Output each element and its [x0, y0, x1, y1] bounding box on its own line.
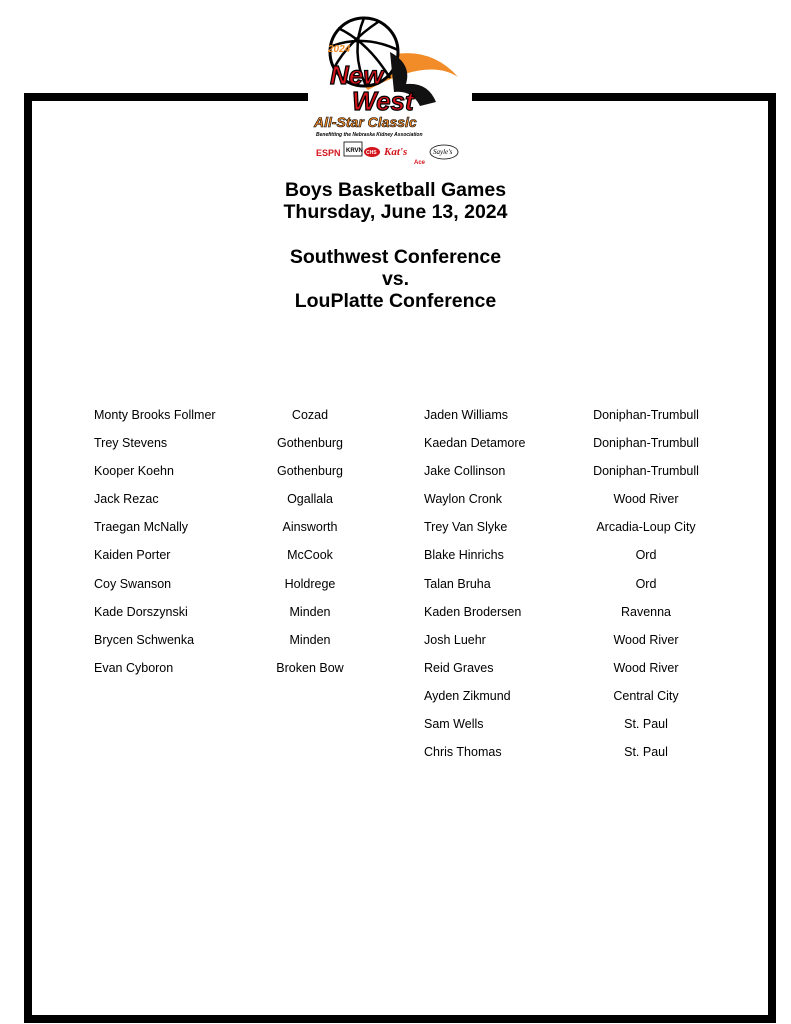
player-name: Coy Swanson	[94, 576, 172, 591]
player-row	[424, 401, 708, 429]
player-name: Kooper Koehn	[94, 464, 174, 479]
player-row	[424, 570, 708, 598]
player-school: Ord	[635, 576, 657, 591]
player-name: Kaiden Porter	[94, 548, 171, 563]
player-school: Ainsworth	[282, 520, 338, 535]
player-school: Minden	[289, 604, 331, 619]
player-name: Talan Bruha	[424, 576, 491, 591]
player-school: St. Paul	[624, 745, 668, 760]
player-name: Jake Collinson	[424, 464, 506, 479]
player-name: Trey Van Slyke	[424, 520, 508, 535]
player-row	[94, 513, 350, 541]
svg-text:All-Star Classic: All-Star Classic	[314, 114, 417, 130]
player-row	[94, 429, 350, 457]
player-row	[424, 513, 708, 541]
versus-label: vs.	[381, 268, 410, 290]
player-row	[424, 457, 708, 485]
player-row	[424, 654, 708, 682]
player-name: Brycen Schwenka	[94, 632, 195, 647]
player-name: Monty Brooks Follmer	[94, 408, 216, 422]
player-row	[94, 598, 350, 626]
player-row	[424, 429, 708, 457]
svg-text:Kat's: Kat's	[384, 146, 408, 158]
player-school: Ogallala	[287, 492, 333, 507]
player-school: Wood River	[613, 660, 679, 675]
player-school: Gothenburg	[276, 436, 344, 451]
player-school: Doniphan-Trumbull	[593, 408, 699, 422]
player-row	[94, 401, 350, 429]
svg-text:Sayle's: Sayle's	[433, 148, 453, 156]
player-name: Traegan McNally	[94, 520, 189, 535]
player-school: Wood River	[613, 492, 679, 507]
player-school: Cozad	[291, 408, 329, 422]
svg-text:ESPN: ESPN	[316, 148, 341, 158]
player-row	[94, 457, 350, 485]
player-name: Kaden Brodersen	[424, 604, 522, 619]
player-school: Central City	[613, 688, 679, 703]
player-name: Blake Hinrichs	[424, 548, 504, 563]
svg-text:Ace: Ace	[414, 160, 426, 166]
player-row	[424, 738, 708, 766]
player-school: Minden	[289, 632, 331, 647]
player-row	[424, 626, 708, 654]
player-name: Jaden Williams	[424, 408, 509, 422]
all-star-classic-logo	[308, 12, 472, 174]
svg-text:CHS: CHS	[366, 150, 377, 156]
player-name: Sam Wells	[424, 717, 484, 732]
player-name: Josh Luehr	[424, 632, 486, 647]
player-name: Waylon Cronk	[424, 492, 503, 507]
player-row	[424, 541, 708, 569]
southwest-roster	[94, 401, 350, 682]
svg-text:West: West	[352, 86, 414, 116]
player-school: Gothenburg	[276, 464, 344, 479]
matchup-heading	[0, 246, 791, 312]
player-name: Kaedan Detamore	[424, 436, 526, 451]
player-row	[424, 710, 708, 738]
page-title: Boys Basketball Games	[284, 179, 507, 201]
louplatte-roster	[424, 401, 708, 766]
player-school: Broken Bow	[276, 660, 344, 675]
player-row	[424, 682, 708, 710]
player-school: McCook	[287, 548, 333, 563]
team1-name: Southwest Conference	[289, 246, 502, 268]
player-school: Ravenna	[620, 604, 672, 619]
player-name: Evan Cyboron	[94, 660, 174, 675]
player-row	[94, 654, 350, 682]
player-school: St. Paul	[624, 717, 668, 732]
player-name: Ayden Zikmund	[424, 688, 511, 703]
player-school: Arcadia-Loup City	[596, 520, 696, 535]
player-school: Ord	[635, 548, 657, 563]
player-school: Doniphan-Trumbull	[593, 436, 699, 451]
player-name: Trey Stevens	[94, 436, 168, 451]
player-row	[94, 541, 350, 569]
player-row	[424, 485, 708, 513]
game-date: Thursday, June 13, 2024	[283, 201, 508, 223]
player-school: Wood River	[613, 632, 679, 647]
player-row	[94, 570, 350, 598]
player-name: Chris Thomas	[424, 745, 502, 760]
player-row	[424, 598, 708, 626]
svg-text:KRVN: KRVN	[346, 148, 363, 154]
player-name: Jack Rezac	[94, 492, 159, 507]
page-header	[0, 179, 791, 223]
svg-text:2024: 2024	[328, 44, 351, 55]
player-row	[94, 485, 350, 513]
svg-text:Benefitting the Nebraska Kidne: Benefitting the Nebraska Kidney Association	[316, 132, 423, 138]
team2-name: LouPlatte Conference	[294, 290, 497, 312]
player-name: Reid Graves	[424, 660, 494, 675]
svg-text:New: New	[330, 60, 384, 90]
player-school: Holdrege	[284, 576, 336, 591]
basketball-logo-icon	[308, 12, 472, 174]
player-row	[94, 626, 350, 654]
player-name: Kade Dorszynski	[94, 604, 188, 619]
player-school: Doniphan-Trumbull	[593, 464, 699, 479]
